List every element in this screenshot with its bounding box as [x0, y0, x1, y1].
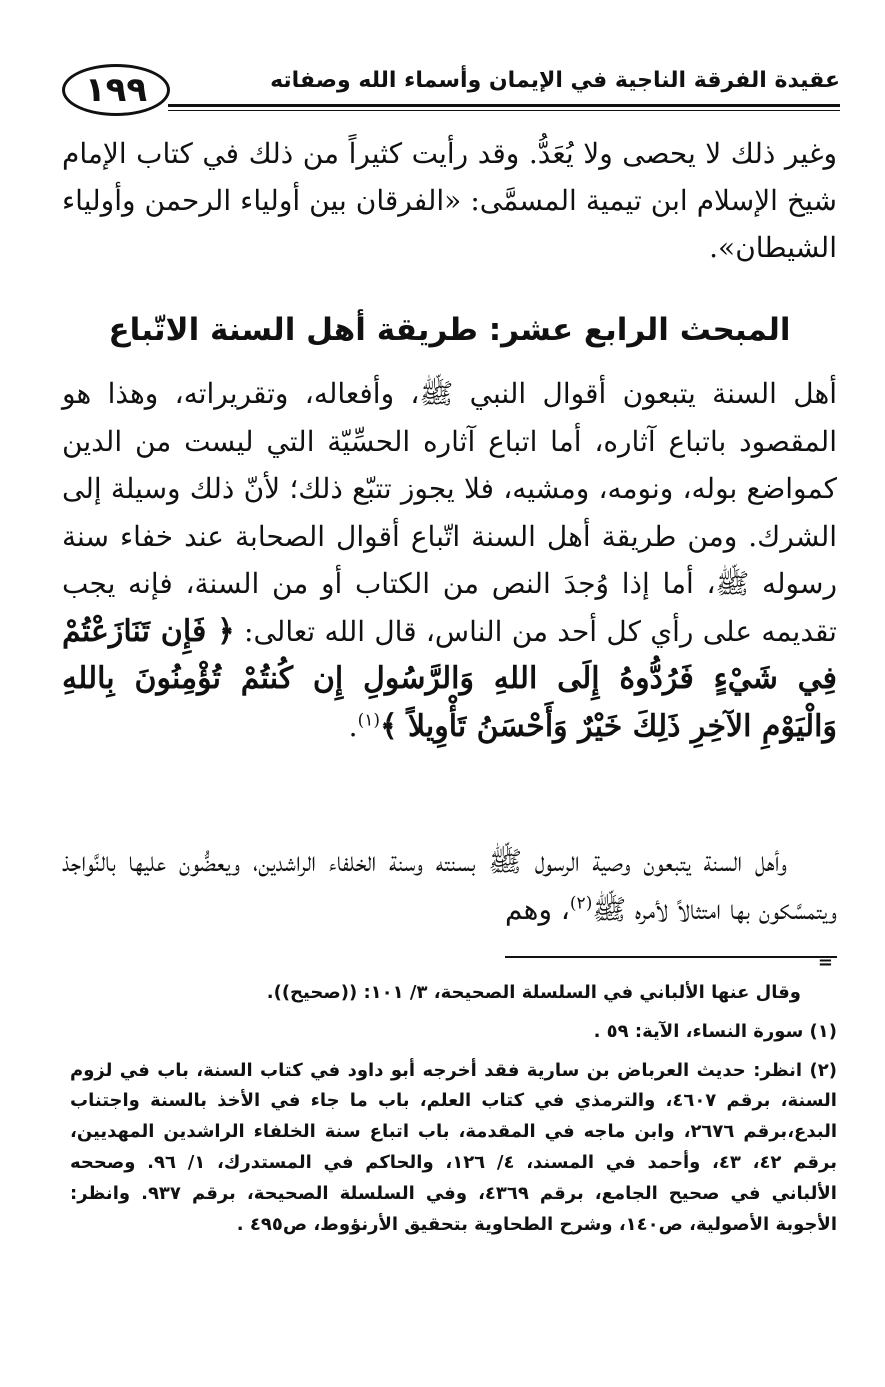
- footnote-divider: [505, 956, 837, 958]
- footnote-continuation-mark: =: [817, 952, 833, 973]
- paragraph-1-end: .: [348, 709, 358, 743]
- running-title: عقيدة الفرقة الناجية في الإيمان وأسماء الله وصفاته: [270, 68, 840, 93]
- running-header: [62, 62, 840, 128]
- paragraph-1: [62, 370, 837, 750]
- header-rule: [168, 104, 840, 107]
- paragraph-2-text-a: وأهل السنة يتبعون وصية الرسول ﷺ بسنته وسنة الخلفاء الراشدين، ويعضُّون عليها بالنَّواجذ ويتمسَّكون بها امتثالاً لأمره ﷺ: [62, 845, 837, 926]
- intro-paragraph: وغير ذلك لا يحصى ولا يُعَدُّ. وقد رأيت كثيراً من ذلك في كتاب الإمام شيخ الإسلام ابن تيمية المسمَّى: «الفرقان بين أولياء الرحمن وأولياء الشيطان».: [62, 137, 837, 265]
- footnote-ref-1: (١): [357, 710, 380, 731]
- footnote-continuation: وقال عنها الألباني في السلسلة الصحيحة، ٣/ ١٠١: ((صحيح)).: [266, 982, 801, 1003]
- footnotes: [70, 978, 837, 1248]
- page-number: ١٩٩: [62, 64, 170, 116]
- intro-block: [62, 130, 837, 272]
- header-rule-thin: [168, 110, 840, 111]
- footnote-1: (١) سورة النساء، الآية: ٥٩ .: [593, 1020, 837, 1042]
- paragraph-2-text-b: ، وهم: [505, 892, 570, 926]
- main-section: [62, 370, 837, 760]
- footnote-2: (٢) انظر: حديث العرباض بن سارية فقد أخرجه أبو داود في كتاب السنة، باب في لزوم السنة، برقم ٤٦٠٧، والترمذي في كتاب العلم، باب ما جاء في الأخذ بالسنة واجتناب البدع،برقم ٢٦٧٦، وابن ماجه في المقدمة، باب اتباع سنة الخلفاء الراشدين المهديين، برقم ٤٢، ٤٣، وأحمد في المسند، ٤/ ١٢٦، والحاكم في المستدرك، ١/ ٩٦. وصححه الألباني في صحيح الجامع، برقم ٤٣٦٩، وفي السلسلة الصحيحة، برقم ٩٣٧. وانظر: الأجوبة الأصولية، ص١٤٠، وشرح الطحاوية بتحقيق الأرنؤوط، ص٤٩٥ .: [70, 1059, 838, 1235]
- paragraph-2: [62, 838, 837, 933]
- section-heading: المبحث الرابع عشر: طريقة أهل السنة الاتّباع: [108, 312, 791, 348]
- paragraph-1-text: أهل السنة يتبعون أقوال النبي ﷺ، وأفعاله، وتقريراته، وهذا هو المقصود باتباع آثاره، أما اتباع آثاره الحسِّيّة التي ليست من الدين كمواضع بوله، ونومه، ومشيه، فلا يجوز تتبّع ذلك؛ لأنّ ذلك وسيلة إلى الشرك. ومن طريقة أهل السنة اتّباع أقوال الصحابة عند خفاء سنة رسوله ﷺ، أما إذا وُجدَ النص من الكتاب أو من السنة، فإنه يجب تقديمه على رأي كل أحد من الناس، قال الله تعالى:: [62, 377, 837, 648]
- paragraph-2-block: [62, 838, 837, 933]
- quran-verse: ﴿ فَإِن تَنَازَعْتُمْ فِي شَيْءٍ فَرُدُّوهُ إِلَى اللهِ وَالرَّسُولِ إِن كُنتُمْ تُؤْمِنُونَ بِاللهِ وَالْيَوْمِ الآخِرِ ذَلِكَ خَيْرٌ وَأَحْسَنُ تَأْوِيلاً ﴾: [62, 613, 837, 744]
- footnote-ref-2: (٢): [569, 893, 593, 914]
